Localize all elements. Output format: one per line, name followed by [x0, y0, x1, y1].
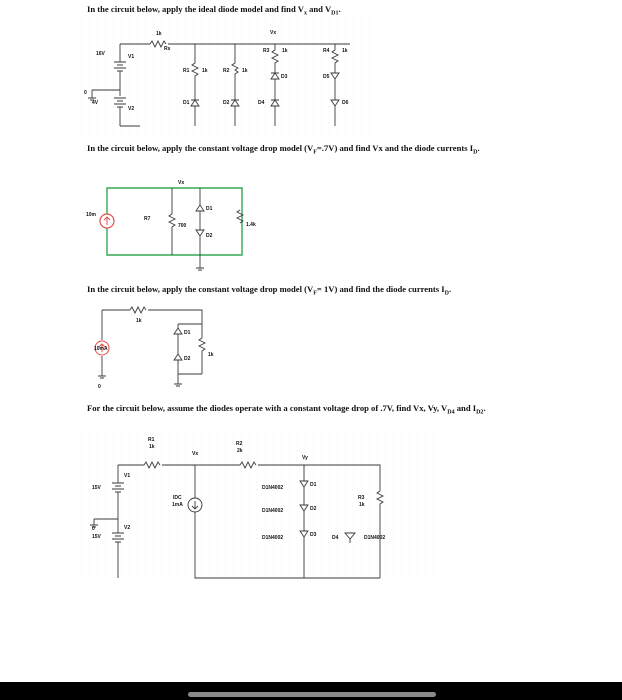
question-2: In the circuit below, apply the constant voltage drop model $(V_F=.7V)$ and find Vx and the diode currents $I_D$. — [87, 143, 480, 156]
svg-text:D1: D1 — [183, 100, 190, 106]
svg-text:R1: R1 — [148, 437, 155, 443]
circuit-3-diagram — [90, 298, 250, 394]
svg-text:D1: D1 — [206, 206, 213, 212]
svg-text:10m: 10m — [86, 212, 97, 218]
svg-text:Vx: Vx — [178, 180, 185, 186]
svg-text:D3: D3 — [310, 532, 317, 538]
svg-text:0: 0 — [84, 90, 87, 96]
svg-text:Vx: Vx — [192, 451, 199, 457]
svg-text:D2: D2 — [223, 100, 230, 106]
question-4: For the circuit below, assume the diodes operate with a constant voltage drop of .7V, find Vx, Vy, $V_{D4}$ and $I_{D2}$. — [87, 403, 486, 416]
svg-text:1k: 1k — [149, 444, 155, 450]
circuit-2-diagram — [82, 180, 272, 275]
svg-text:Vy: Vy — [302, 455, 308, 461]
svg-text:0: 0 — [98, 384, 101, 390]
svg-text:2k: 2k — [237, 448, 243, 454]
svg-text:Vx: Vx — [270, 30, 277, 36]
svg-text:700: 700 — [178, 223, 187, 229]
svg-text:Rs: Rs — [164, 46, 171, 52]
svg-text:1mA: 1mA — [172, 502, 183, 508]
svg-text:R2: R2 — [223, 68, 230, 74]
question-3: In the circuit below, apply the constant voltage drop model $(V_F= 1V)$ and find the diode currents $I_D$. — [87, 284, 452, 297]
svg-text:V2: V2 — [128, 106, 135, 112]
svg-text:D4: D4 — [332, 535, 339, 541]
svg-text:1k: 1k — [202, 68, 208, 74]
svg-text:D1N4002: D1N4002 — [262, 508, 284, 514]
svg-text:D1N4002: D1N4002 — [262, 485, 284, 491]
svg-text:15V: 15V — [92, 485, 101, 491]
svg-text:10mA: 10mA — [94, 346, 108, 352]
svg-text:R7: R7 — [144, 216, 151, 222]
svg-text:D5: D5 — [323, 74, 330, 80]
svg-text:R3: R3 — [263, 48, 270, 54]
svg-text:1k: 1k — [156, 31, 162, 37]
question-1: In the circuit below, apply the ideal diode model and find $V_x$ and $V_{D1}$. — [87, 4, 341, 17]
svg-text:V1: V1 — [124, 473, 131, 479]
circuit-4-diagram — [80, 433, 440, 578]
svg-text:D1: D1 — [184, 330, 191, 336]
svg-text:R4: R4 — [323, 48, 330, 54]
svg-text:D2: D2 — [310, 506, 317, 512]
svg-text:1k: 1k — [242, 68, 248, 74]
svg-text:1k: 1k — [342, 48, 348, 54]
svg-text:1k: 1k — [359, 502, 365, 508]
svg-text:4V: 4V — [92, 100, 99, 106]
svg-text:16V: 16V — [96, 51, 105, 57]
svg-text:1k: 1k — [282, 48, 288, 54]
svg-text:V1: V1 — [128, 54, 135, 60]
svg-text:D2: D2 — [184, 356, 191, 362]
svg-text:1.4k: 1.4k — [246, 222, 256, 228]
svg-text:V2: V2 — [124, 525, 131, 531]
svg-text:15V: 15V — [92, 534, 101, 540]
svg-text:D6: D6 — [342, 100, 349, 106]
svg-text:0: 0 — [92, 526, 95, 532]
svg-text:D3: D3 — [281, 74, 288, 80]
svg-text:R2: R2 — [236, 441, 243, 447]
svg-text:1k: 1k — [208, 352, 214, 358]
svg-text:D4: D4 — [258, 100, 265, 106]
svg-text:1k: 1k — [136, 318, 142, 324]
svg-text:D1N4002: D1N4002 — [364, 535, 386, 541]
svg-text:IDC: IDC — [173, 495, 182, 501]
svg-text:D2: D2 — [206, 233, 213, 239]
svg-text:D1N4002: D1N4002 — [262, 535, 284, 541]
home-indicator-bar[interactable] — [188, 692, 436, 697]
svg-text:D1: D1 — [310, 482, 317, 488]
svg-text:R1: R1 — [183, 68, 190, 74]
svg-text:R3: R3 — [358, 495, 365, 501]
circuit-1-diagram — [80, 18, 370, 138]
